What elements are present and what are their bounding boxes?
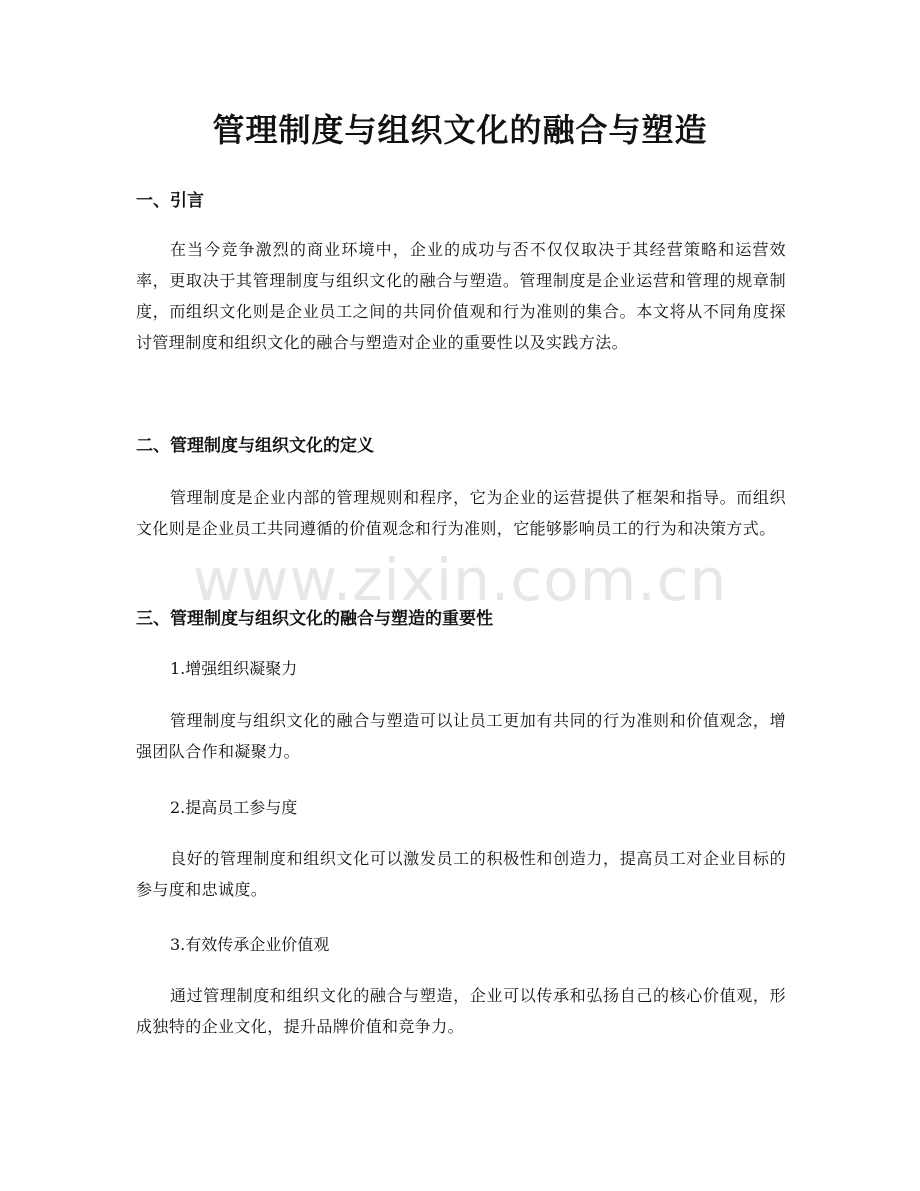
values-paragraph: 通过管理制度和组织文化的融合与塑造，企业可以传承和弘扬自己的核心价值观，形成独特的企业文化，提升品牌价值和竞争力。 [136, 986, 786, 1036]
subheading-participation: 2.提高员工参与度 [170, 798, 298, 817]
document-title: 管理制度与组织文化的融合与塑造 [212, 111, 708, 149]
definition-paragraph: 管理制度是企业内部的管理规则和程序，它为企业的运营提供了框架和指导。而组织文化则是企业员工共同遵循的价值观念和行为准则，它能够影响员工的行为和决策方式。 [136, 488, 786, 538]
section-heading-introduction: 一、引言 [136, 191, 204, 211]
introduction-paragraph: 在当今竞争激烈的商业环境中，企业的成功与否不仅仅取决于其经营策略和运营效率，更取决于其管理制度与组织文化的融合与塑造。管理制度是企业运营和管理的规章制度，而组织文化则是企业员工之间的共同价值观和行为准则的集合。本文将从不同角度探讨管理制度和组织文化的融合与塑造对企业的重要性以及实践方法。 [136, 240, 786, 352]
section-heading-importance: 三、管理制度与组织文化的融合与塑造的重要性 [136, 609, 493, 629]
watermark: www.zixin.com.cn [192, 546, 728, 614]
subheading-cohesion: 1.增强组织凝聚力 [170, 659, 298, 678]
section-heading-definition: 二、管理制度与组织文化的定义 [136, 436, 374, 456]
subheading-values: 3.有效传承企业价值观 [170, 935, 330, 954]
cohesion-paragraph: 管理制度与组织文化的融合与塑造可以让员工更加有共同的行为准则和价值观念，增强团队合作和凝聚力。 [136, 711, 786, 761]
participation-paragraph: 良好的管理制度和组织文化可以激发员工的积极性和创造力，提高员工对企业目标的参与度和忠诚度。 [136, 849, 786, 899]
